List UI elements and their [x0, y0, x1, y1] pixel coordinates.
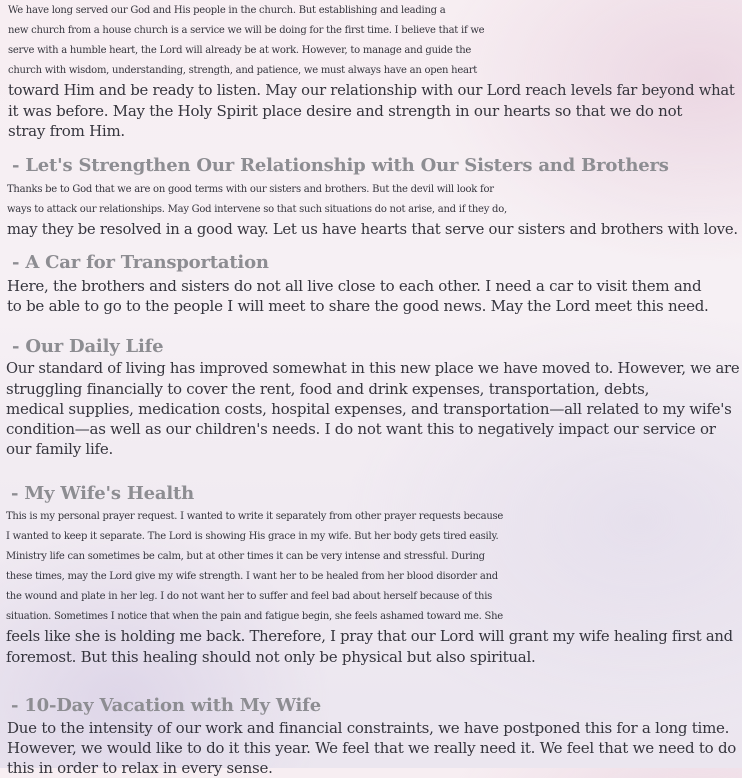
paragraph-line: church with wisdom, understanding, strength, and patience, we must always have an open heart [8, 65, 478, 76]
paragraph-line: medical supplies, medication costs, hospital expenses, and transportation—all related to my wife's [6, 400, 732, 418]
section-paragraph-wife-health [6, 507, 733, 667]
paragraph-line: condition—as well as our children's needs. I do not want this to negatively impact our service or [6, 420, 716, 438]
paragraph-line: stray from Him. [8, 122, 125, 140]
section-heading-relationship: - Let's Strengthen Our Relationship with Our Sisters and Brothers [12, 155, 669, 176]
section-paragraph-vacation [7, 718, 736, 778]
paragraph-line: However, we would like to do it this year. We feel that we really need it. We feel that we need to do [7, 739, 737, 757]
paragraph-line: ways to attack our relationships. May God intervene so that such situations do not arise, and if they do, [7, 204, 507, 215]
paragraph-line: feels like she is holding me back. Therefore, I pray that our Lord will grant my wife healing first and [6, 628, 733, 645]
section-heading-vacation: - 10-Day Vacation with My Wife [11, 695, 321, 716]
section-heading-wife-health: - My Wife's Health [11, 483, 194, 504]
paragraph-line: this in order to relax in every sense. [7, 759, 273, 777]
paragraph-line: toward Him and be ready to listen. May our relationship with our Lord reach levels far beyond what [8, 82, 735, 99]
section-heading-daily-life: - Our Daily Life [12, 336, 164, 357]
paragraph-line: these times, may the Lord give my wife strength. I want her to be healed from her blood disorder and [6, 571, 498, 582]
paragraph-line: foremost. But this healing should not only be physical but also spiritual. [6, 648, 536, 666]
section-paragraph-car [7, 276, 709, 316]
paragraph-line: Thanks be to God that we are on good terms with our sisters and brothers. But the devil will look for [7, 184, 494, 195]
paragraph-line: to be able to go to the people I will meet to share the good news. May the Lord meet this need. [7, 297, 709, 315]
paragraph-line: may they be resolved in a good way. Let us have hearts that serve our sisters and brothers with love. [7, 221, 738, 238]
paragraph-line: it was before. May the Holy Spirit place desire and strength in our hearts so that we do not [8, 102, 683, 120]
paragraph-line: our family life. [6, 440, 113, 458]
paragraph-line: Here, the brothers and sisters do not all live close to each other. I need a car to visit them and [7, 277, 702, 295]
section-paragraph-daily-life [6, 359, 739, 459]
paragraph-line: struggling financially to cover the rent, food and drink expenses, transportation, debts, [6, 380, 650, 398]
paragraph-line: Due to the intensity of our work and financial constraints, we have postponed this for a long time. [7, 719, 730, 737]
section-heading-car: - A Car for Transportation [12, 252, 269, 273]
paragraph-line: I wanted to keep it separate. The Lord is showing His grace in my wife. But her body gets tired easily. [6, 531, 499, 542]
paragraph-line: new church from a house church is a service we will be doing for the first time. I believe that if we [8, 25, 485, 36]
paragraph-line: Ministry life can sometimes be calm, but at other times it can be very intense and stressful. During [6, 551, 485, 562]
paragraph-line: This is my personal prayer request. I wanted to write it separately from other prayer requests because [6, 511, 504, 522]
paragraph-line: Our standard of living has improved somewhat in this new place we have moved to. However, we are [6, 360, 740, 377]
paragraph-line: We have long served our God and His people in the church. But establishing and leading a [8, 5, 446, 16]
paragraph-line: the wound and plate in her leg. I do not want her to suffer and feel bad about herself because of this [6, 591, 493, 602]
intro-paragraph [8, 1, 735, 141]
paragraph-line: serve with a humble heart, the Lord will already be at work. However, to manage and guide the [8, 45, 472, 56]
section-paragraph-relationship [7, 180, 738, 240]
paragraph-line: situation. Sometimes I notice that when the pain and fatigue begin, she feels ashamed toward me. She [6, 611, 503, 622]
